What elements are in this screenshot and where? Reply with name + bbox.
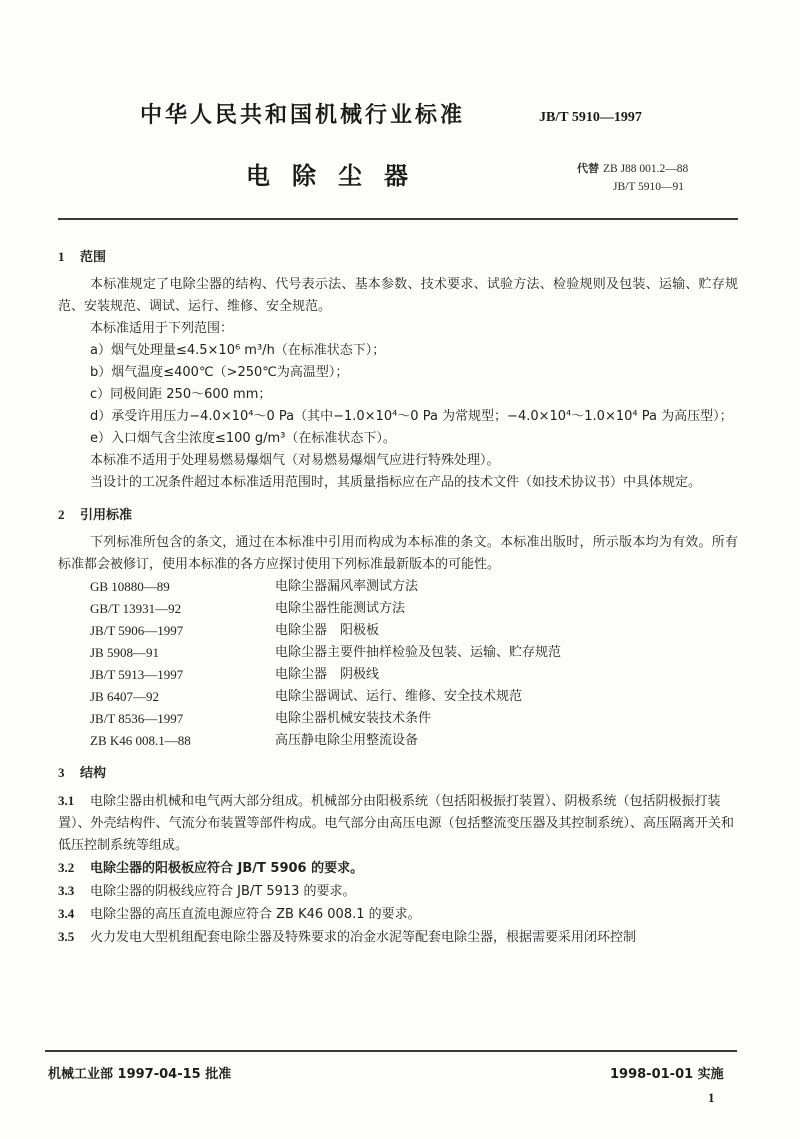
list-item: b）烟气温度≤400℃（>250℃为高温型）；	[90, 365, 349, 380]
list-item: e）入口烟气含尘浓度≤100 g/m³（在标准状态下）。	[90, 431, 396, 446]
clause-number: 3.5	[58, 929, 75, 944]
list-item: d）承受许用压力−4.0×10⁴～0 Pa（其中−1.0×10⁴～0 Pa 为常规型；−4.0×10⁴～1.0×10⁴ Pa 为高压型）；	[90, 409, 733, 424]
clause-text: 电除尘器由机械和电气两大部分组成。机械部分由阳极系统（包括阳极振打装置）、阴极系统（包括阴极振打装置）、外壳结构件、气流分布装置等部件构成。电气部分由高压电源（包括整流变压器及其控制系统）、高压隔离开关和低压控制系统等组成。	[58, 794, 735, 853]
list-item: c）同极间距 250～600 mm；	[90, 387, 272, 402]
document-body	[58, 246, 738, 949]
paragraph: 下列标准所包含的条文，通过在本标准中引用而构成为本标准的条文。本标准出版时，所示版本均为有效。所有标准都会被修订，使用本标准的各方应探讨使用下列标准最新版本的可能性。	[58, 535, 738, 572]
section-number: 3	[58, 765, 65, 780]
reference-code: GB 10880—89	[90, 579, 170, 594]
reference-title: 高压静电除尘用整流设备	[275, 733, 419, 748]
paragraph: 本标准规定了电除尘器的结构、代号表示法、基本参数、技术要求、试验方法、检验规则及包装、运输、贮存规范、安装规范、调试、运行、维修、安全规范。	[58, 277, 738, 314]
page-number: 1	[708, 1090, 715, 1105]
reference-title: 电除尘器性能测试方法	[275, 601, 406, 616]
reference-row	[58, 576, 738, 598]
effective-date: 1998-01-01 实施	[610, 1067, 724, 1082]
org-title: 中华人民共和国机械行业标准	[140, 103, 466, 128]
list-item: a）烟气处理量≤4.5×10⁶ m³/h（在标准状态下）；	[90, 343, 386, 358]
reference-code: ZB K46 008.1—88	[90, 733, 191, 748]
section-3-heading	[58, 762, 738, 784]
reference-title: 电除尘器机械安装技术条件	[275, 711, 432, 726]
reference-row	[58, 664, 738, 686]
clause-3-5	[58, 926, 738, 949]
paragraph: 当设计的工况条件超过本标准适用范围时，其质量指标应在产品的技术文件（如技术协议书）中具体规定。	[90, 475, 702, 490]
clause-3-4	[58, 903, 738, 926]
clause-3-3	[58, 880, 738, 903]
replaces-standard-2: JB/T 5910—91	[613, 181, 685, 193]
clause-number: 3.2	[58, 860, 75, 875]
reference-title: 电除尘器调试、运行、维修、安全技术规范	[275, 689, 523, 704]
paragraph: 本标准适用于下列范围：	[90, 321, 234, 336]
reference-row	[58, 686, 738, 708]
clause-3-1	[58, 790, 738, 857]
reference-row	[58, 708, 738, 730]
reference-title: 电除尘器 阴极线	[275, 667, 380, 682]
clause-number: 3.1	[58, 793, 75, 808]
doc-title: 电除尘器	[246, 162, 430, 190]
clause-text: 电除尘器的高压直流电源应符合 ZB K46 008.1 的要求。	[90, 907, 421, 922]
reference-list	[58, 576, 738, 752]
reference-code: JB/T 5906—1997	[90, 623, 184, 638]
replaces-block	[577, 160, 688, 196]
reference-row	[58, 598, 738, 620]
section-title: 范围	[80, 250, 107, 265]
section-title: 结构	[80, 766, 107, 781]
header-divider	[58, 218, 738, 220]
approval-date: 机械工业部 1997-04-15 批准	[48, 1067, 232, 1082]
reference-title: 电除尘器 阳极板	[275, 623, 380, 638]
reference-title: 电除尘器主要件抽样检验及包装、运输、贮存规范	[275, 645, 562, 660]
section-number: 1	[58, 249, 65, 264]
reference-code: GB/T 13931—92	[90, 601, 182, 616]
clause-text: 电除尘器的阴极线应符合 JB/T 5913 的要求。	[90, 884, 356, 899]
reference-row	[58, 730, 738, 752]
replaces-standard-1: ZB J88 001.2—88	[603, 163, 689, 175]
reference-row	[58, 620, 738, 642]
reference-code: JB 5908—91	[90, 645, 159, 660]
clause-number: 3.4	[58, 906, 75, 921]
replaces-label: 代替	[577, 162, 599, 175]
clause-3-2	[58, 857, 738, 880]
clause-number: 3.3	[58, 883, 75, 898]
reference-code: JB 6407—92	[90, 689, 159, 704]
clause-text: 火力发电大型机组配套电除尘器及特殊要求的冶金水泥等配套电除尘器，根据需要采用闭环控制	[90, 930, 637, 945]
reference-title: 电除尘器漏风率测试方法	[275, 579, 419, 594]
reference-row	[58, 642, 738, 664]
footer-divider	[45, 1050, 737, 1052]
section-1-heading	[58, 246, 738, 268]
section-2-heading	[58, 504, 738, 526]
reference-code: JB/T 5913—1997	[90, 667, 184, 682]
section-title: 引用标准	[80, 508, 133, 523]
section-number: 2	[58, 507, 65, 522]
clause-text: 电除尘器的阳极板应符合 JB/T 5906 的要求。	[90, 861, 364, 876]
reference-code: JB/T 8536—1997	[90, 711, 184, 726]
paragraph: 本标准不适用于处理易燃易爆烟气（对易燃易爆烟气应进行特殊处理）。	[90, 453, 500, 468]
standard-number: JB/T 5910—1997	[539, 110, 642, 125]
